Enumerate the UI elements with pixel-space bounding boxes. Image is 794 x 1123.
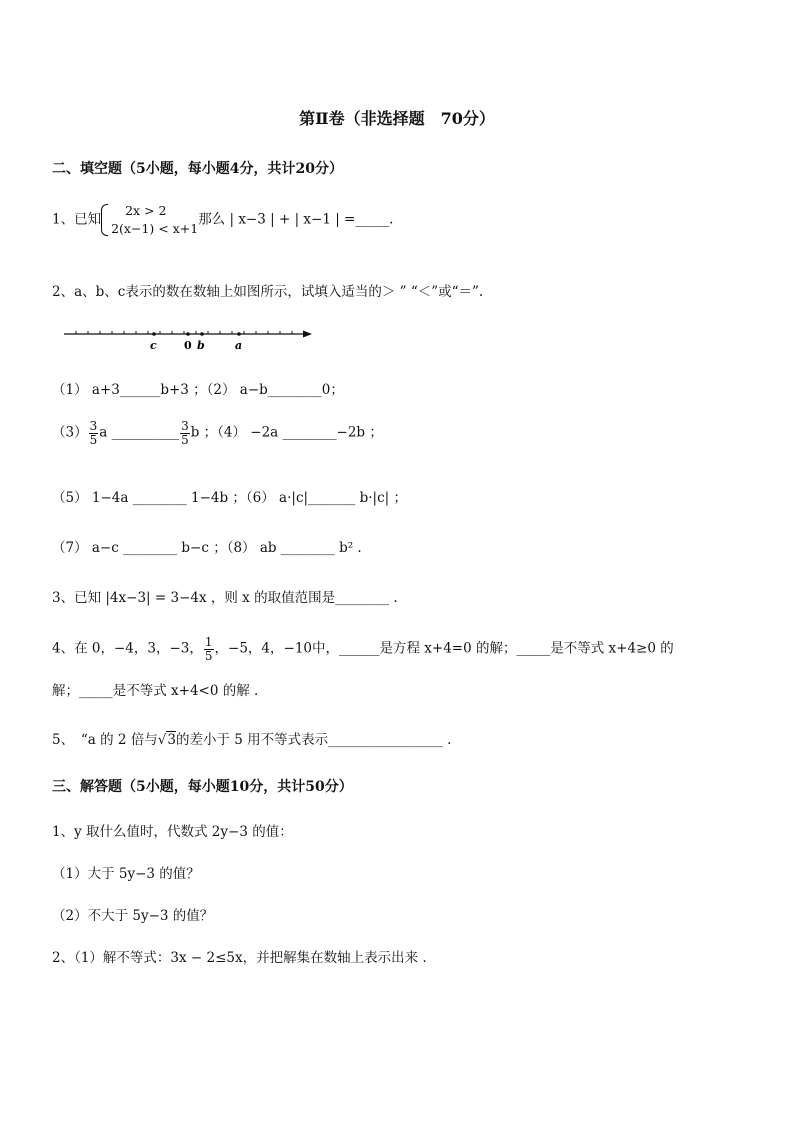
- section-fill-blank-heading: 二、填空题（5小题，每小题4分，共计20分）: [52, 161, 343, 177]
- sqrt-radicand: 3: [167, 732, 176, 748]
- label-b: b: [197, 339, 205, 352]
- solve-question-1: 1、y 取什么值时，代数式 2y−3 的值：: [52, 824, 293, 840]
- fraction-1-5: $\frac{1}{5}$: [204, 635, 213, 663]
- point-b: [200, 332, 204, 336]
- question-4-line-1: 4、在 0，−4，3，−3， $\frac{1}{5}$ ，−5，4，−10中，______是方程 x+4=0 的解；_____是不等式 x+4≥0 的: [52, 635, 674, 663]
- question-4-line-2: 解；_____是不等式 x+4<0 的解 .: [52, 683, 259, 699]
- q2-parts-3-4: （3） $\frac{3}{5}$ a __________ $\frac{3}{5}$ b ；（4） −2a ________−2b ；: [52, 419, 383, 447]
- system-row-2: 2(x−1) < x+1: [111, 221, 199, 237]
- point-c: [152, 332, 156, 336]
- question-5: 5、 “a 的 2 倍与√3的差小于 5 用不等式表示_________________ .: [52, 732, 452, 748]
- page-title: 第Ⅱ卷（非选择题 70分）: [299, 109, 495, 128]
- label-0: 0: [184, 339, 192, 352]
- q2-parts-1-2: （1） a+3______b+3 ；（2） a−b________0；: [52, 382, 344, 398]
- inequality-system: [101, 202, 198, 238]
- q1-prefix: 1、已知: [52, 211, 102, 228]
- question-2: 2、a、b、c表示的数在数轴上如图所示，试填入适当的＞ ” “＜”或“＝”.: [52, 284, 484, 300]
- point-a: [237, 332, 241, 336]
- number-line-figure: [60, 325, 320, 355]
- fraction-3-5: $\frac{3}{5}$: [89, 419, 98, 447]
- question-3: 3、已知 |4x−3| = 3−4x ，则 x 的取值范围是________ .: [52, 590, 398, 606]
- solve-question-2: 2、（1）解不等式：3x − 2≤5x，并把解集在数轴上表示出来 .: [52, 950, 427, 966]
- label-c: c: [150, 339, 157, 352]
- q2-parts-5-6: （5） 1−4a ________ 1−4b ；（6） a·|c|_______ b·|c| ；: [52, 490, 407, 506]
- point-0: [186, 332, 190, 336]
- q2-parts-7-8: （7） a−c ________ b−c ；（8） ab ________ b² .: [52, 540, 362, 556]
- question-1: [52, 202, 393, 238]
- system-row-1: 2x > 2: [125, 203, 167, 218]
- solve-question-1-part-1: （1）大于 5y−3 的值？: [52, 866, 200, 882]
- axis-arrow-icon: [303, 331, 312, 338]
- section-solve-heading: 三、解答题（5小题，每小题10分，共计50分）: [52, 779, 353, 795]
- fraction-3-5-b: $\frac{3}{5}$: [181, 419, 189, 447]
- solve-question-1-part-2: （2）不大于 5y−3 的值？: [52, 908, 214, 924]
- label-a: a: [235, 339, 243, 352]
- sqrt-symbol: √: [157, 732, 167, 748]
- q1-suffix: 那么 | x−3 | + | x−1 | =_____.: [198, 211, 394, 228]
